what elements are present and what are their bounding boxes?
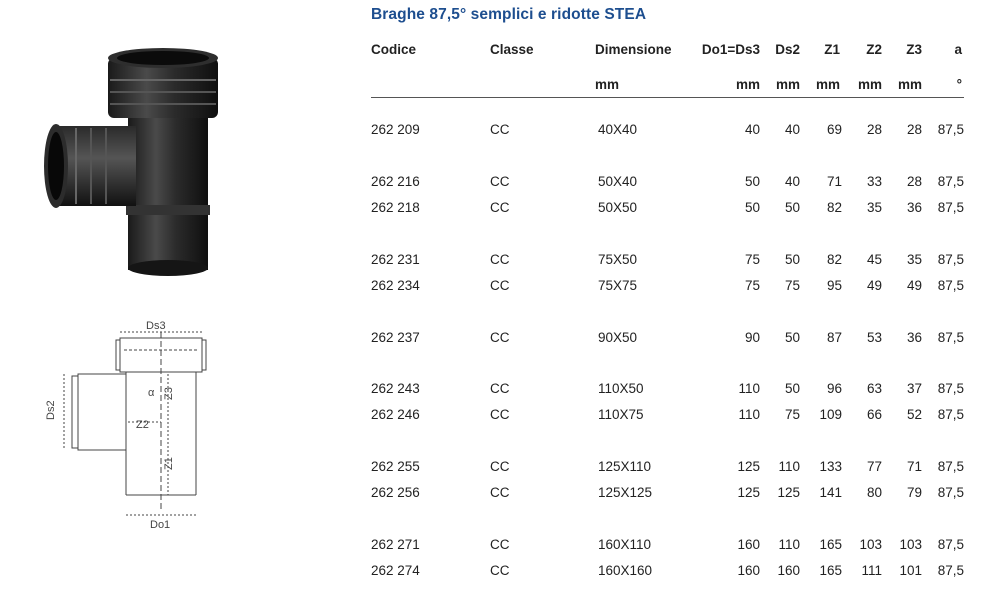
cell-z1: 87: [826, 330, 842, 345]
cell-codice: 262 274: [371, 563, 420, 578]
cell-classe: CC: [490, 330, 510, 345]
col-header-do1: Do1=Ds3: [701, 42, 760, 57]
cell-a: 87,5: [937, 122, 964, 137]
cell-do1: 50: [744, 200, 760, 215]
unit-ds2: mm: [775, 77, 800, 92]
cell-dim: 40X40: [598, 122, 638, 137]
page-title: Braghe 87,5° semplici e ridotte STEA: [371, 6, 647, 23]
cell-z2: 111: [861, 563, 882, 578]
cell-z2: 49: [866, 278, 882, 293]
cell-do1: 50: [744, 174, 760, 189]
cell-a: 87,5: [937, 200, 964, 215]
cell-z1: 165: [819, 563, 842, 578]
cell-codice: 262 231: [371, 252, 420, 267]
cell-do1: 160: [737, 563, 760, 578]
technical-drawing: [40, 310, 260, 560]
col-header-a: a: [954, 42, 962, 57]
cell-z3: 36: [906, 200, 922, 215]
cell-codice: 262 209: [371, 122, 420, 137]
cell-codice: 262 218: [371, 200, 420, 215]
cell-z3: 79: [906, 485, 922, 500]
cell-classe: CC: [490, 278, 510, 293]
cell-z2: 63: [866, 381, 882, 396]
cell-z2: 45: [866, 252, 882, 267]
cell-z3: 49: [906, 278, 922, 293]
cell-dim: 160X160: [598, 563, 653, 578]
cell-z3: 28: [906, 122, 922, 137]
cell-z3: 103: [899, 537, 922, 552]
cell-z1: 133: [819, 459, 842, 474]
cell-a: 87,5: [937, 563, 964, 578]
cell-classe: CC: [490, 122, 510, 137]
cell-z3: 101: [899, 563, 922, 578]
cell-dim: 110X50: [598, 381, 644, 396]
cell-codice: 262 234: [371, 278, 420, 293]
cell-classe: CC: [490, 200, 510, 215]
cell-ds2: 110: [778, 537, 800, 552]
cell-do1: 75: [744, 252, 760, 267]
cell-z2: 53: [866, 330, 882, 345]
label-do1: Do1: [150, 519, 171, 531]
cell-z3: 52: [906, 407, 922, 422]
cell-a: 87,5: [937, 330, 964, 345]
cell-classe: CC: [490, 485, 510, 500]
cell-z2: 77: [866, 459, 882, 474]
cell-z1: 82: [826, 200, 842, 215]
cell-do1: 75: [744, 278, 760, 293]
col-header-z3: Z3: [906, 42, 922, 57]
label-ds2: Ds2: [45, 400, 57, 420]
cell-classe: CC: [490, 174, 510, 189]
cell-ds2: 75: [784, 278, 800, 293]
col-header-codice: Codice: [371, 42, 417, 57]
cell-a: 87,5: [937, 459, 964, 474]
label-z1: Z1: [163, 457, 175, 470]
cell-z2: 103: [859, 537, 882, 552]
cell-dim: 125X125: [598, 485, 653, 500]
cell-dim: 50X50: [598, 200, 638, 215]
cell-classe: CC: [490, 407, 510, 422]
label-ds3: Ds3: [146, 320, 166, 332]
unit-z1: mm: [815, 77, 840, 92]
cell-dim: 75X50: [598, 252, 638, 267]
cell-do1: 125: [737, 459, 760, 474]
label-z2: Z2: [136, 419, 149, 431]
col-header-dimensione: Dimensione: [595, 42, 672, 57]
cell-dim: 90X50: [598, 330, 638, 345]
unit-do1: mm: [735, 77, 760, 92]
cell-ds2: 160: [777, 563, 800, 578]
cell-z1: 109: [819, 407, 842, 422]
cell-z3: 37: [906, 381, 922, 396]
cell-a: 87,5: [937, 407, 964, 422]
label-angle: α: [148, 387, 155, 399]
cell-z1: 95: [826, 278, 842, 293]
cell-dim: 160X110: [598, 537, 652, 552]
cell-dim: 75X75: [598, 278, 638, 293]
cell-classe: CC: [490, 381, 510, 396]
cell-do1: 110: [738, 381, 760, 396]
cell-dim: 110X75: [598, 407, 644, 422]
cell-z3: 35: [906, 252, 922, 267]
header-divider: [371, 97, 964, 98]
cell-codice: 262 256: [371, 485, 420, 500]
cell-codice: 262 237: [371, 330, 420, 345]
cell-z2: 33: [866, 174, 882, 189]
cell-codice: 262 216: [371, 174, 420, 189]
cell-z1: 165: [819, 537, 842, 552]
cell-ds2: 40: [784, 122, 800, 137]
cell-classe: CC: [490, 563, 510, 578]
cell-classe: CC: [490, 537, 510, 552]
cell-codice: 262 243: [371, 381, 420, 396]
cell-ds2: 125: [777, 485, 800, 500]
cell-z3: 71: [906, 459, 922, 474]
label-z3: Z3: [163, 387, 175, 400]
unit-a: °: [956, 77, 962, 92]
cell-z3: 28: [906, 174, 922, 189]
cell-a: 87,5: [937, 174, 964, 189]
cell-z2: 28: [866, 122, 882, 137]
cell-do1: 90: [744, 330, 760, 345]
cell-ds2: 50: [784, 330, 800, 345]
cell-z1: 69: [826, 122, 842, 137]
cell-z1: 141: [819, 485, 842, 500]
cell-a: 87,5: [937, 381, 964, 396]
unit-dimensione: mm: [595, 77, 620, 92]
cell-codice: 262 271: [371, 537, 420, 552]
unit-z2: mm: [857, 77, 882, 92]
cell-ds2: 50: [784, 252, 800, 267]
col-header-z2: Z2: [866, 42, 882, 57]
cell-ds2: 50: [784, 200, 800, 215]
col-header-ds2: Ds2: [775, 42, 800, 57]
cell-do1: 40: [744, 122, 760, 137]
cell-a: 87,5: [937, 252, 964, 267]
cell-do1: 125: [737, 485, 760, 500]
col-header-classe: Classe: [490, 42, 534, 57]
cell-z2: 35: [866, 200, 882, 215]
cell-do1: 160: [737, 537, 760, 552]
cell-codice: 262 246: [371, 407, 420, 422]
cell-z2: 80: [866, 485, 882, 500]
cell-do1: 110: [738, 407, 760, 422]
cell-z1: 82: [826, 252, 842, 267]
unit-z3: mm: [897, 77, 922, 92]
cell-codice: 262 255: [371, 459, 420, 474]
cell-a: 87,5: [937, 278, 964, 293]
cell-z1: 96: [826, 381, 842, 396]
cell-a: 87,5: [937, 537, 964, 552]
cell-ds2: 110: [778, 459, 800, 474]
cell-z3: 36: [906, 330, 922, 345]
cell-ds2: 50: [784, 381, 800, 396]
cell-dim: 125X110: [598, 459, 652, 474]
product-photo: [36, 40, 266, 280]
cell-classe: CC: [490, 459, 510, 474]
cell-z2: 66: [866, 407, 882, 422]
cell-classe: CC: [490, 252, 510, 267]
cell-z1: 71: [826, 174, 842, 189]
cell-ds2: 75: [784, 407, 800, 422]
cell-dim: 50X40: [598, 174, 638, 189]
cell-a: 87,5: [937, 485, 964, 500]
col-header-z1: Z1: [824, 42, 840, 57]
cell-ds2: 40: [784, 174, 800, 189]
